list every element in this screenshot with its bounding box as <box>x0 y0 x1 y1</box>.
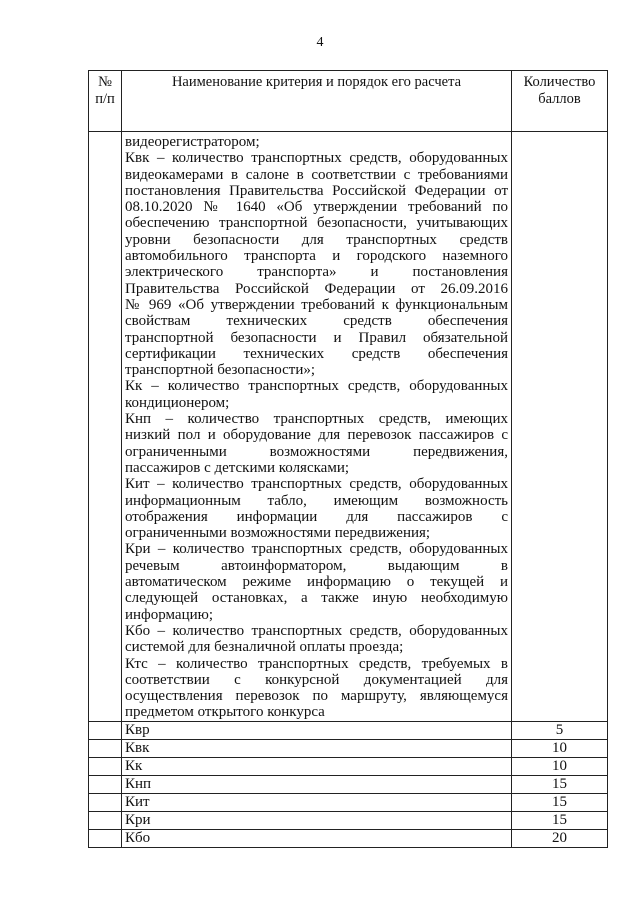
description-line: кондиционером; <box>125 394 230 411</box>
header-points-line-1: Количество <box>523 74 596 90</box>
description-line: транспортной безопасности и Правил обязательной <box>125 329 508 346</box>
description-line: 08.10.2020 № 1640 «Об утверждении требований по <box>125 199 508 216</box>
row-number-cell <box>89 793 122 811</box>
description-line: Кбо – количество транспортных средств, оборудованных <box>125 622 508 639</box>
table-row <box>89 793 608 811</box>
description-line: информационным табло, имеющим возможность <box>125 492 508 509</box>
description-line: Кри – количество транспортных средств, оборудованных <box>125 541 508 558</box>
header-criterion: Наименование критерия и порядок его расчета <box>122 71 512 132</box>
description-line: ограниченными возможностями передвижения, <box>125 443 508 460</box>
table-header-row <box>89 71 608 132</box>
description-row <box>89 132 608 722</box>
description-line: информацию; <box>125 606 214 623</box>
description-line: ограниченными возможностями передвижения; <box>125 525 431 542</box>
criterion-points: 5 <box>512 721 608 739</box>
header-number <box>89 71 122 132</box>
description-line: уровни безопасности для транспортных средств <box>125 231 508 248</box>
criterion-code: Кк <box>122 757 512 775</box>
table-row <box>89 757 608 775</box>
criterion-code: Кит <box>122 793 512 811</box>
description-line: обеспечению транспортной безопасности, учитывающих <box>125 215 508 232</box>
description-number-cell <box>89 132 122 722</box>
criterion-code: Квр <box>122 721 512 739</box>
header-points-line-2: баллов <box>538 91 581 107</box>
description-cell <box>122 132 512 722</box>
criterion-code: Кбо <box>122 829 512 847</box>
description-line: осуществления перевозок по маршруту, являющемуся <box>125 688 508 705</box>
table-row <box>89 829 608 847</box>
criterion-points: 15 <box>512 775 608 793</box>
header-number-line-1: № <box>98 74 112 90</box>
description-line: речевым автоинформатором, выдающим в <box>125 557 508 574</box>
criterion-code: Кри <box>122 811 512 829</box>
header-points <box>512 71 608 132</box>
criterion-points: 20 <box>512 829 608 847</box>
row-number-cell <box>89 757 122 775</box>
description-line: Правительства Российской Федерации от 26.09.2016 <box>125 280 508 297</box>
description-line: пассажиров с детскими колясками; <box>125 459 350 476</box>
description-line: Кит – количество транспортных средств, оборудованных <box>125 476 508 493</box>
row-number-cell <box>89 811 122 829</box>
criterion-points: 15 <box>512 793 608 811</box>
description-line: сертификации технических средств обеспечения <box>125 345 508 362</box>
criterion-points: 10 <box>512 757 608 775</box>
criterion-points: 10 <box>512 739 608 757</box>
description-line: электрического транспорта» и постановления <box>125 264 508 281</box>
description-line: свойствам технических средств обеспечения <box>125 313 508 330</box>
table-row <box>89 811 608 829</box>
page-number: 4 <box>316 35 324 50</box>
header-number-line-2: п/п <box>95 91 115 107</box>
criterion-points: 15 <box>512 811 608 829</box>
row-number-cell <box>89 775 122 793</box>
table-row <box>89 739 608 757</box>
description-line: автомобильного транспорта и городского наземного <box>125 248 508 265</box>
description-points-cell <box>512 132 608 722</box>
criteria-table <box>88 70 608 848</box>
description-line: видеорегистратором; <box>125 134 260 150</box>
criterion-code: Квк <box>122 739 512 757</box>
criterion-code: Кнп <box>122 775 512 793</box>
description-line: отображения информации для пассажиров с <box>125 508 508 525</box>
row-number-cell <box>89 739 122 757</box>
description-line: Кк – количество транспортных средств, оборудованных <box>125 378 508 395</box>
score-rows <box>89 721 608 847</box>
description-line: Квк – количество транспортных средств, оборудованных <box>125 150 508 167</box>
description-line: соответствии с конкурсной документацией для <box>125 671 508 688</box>
row-number-cell <box>89 721 122 739</box>
description-line: видеокамерами в салоне в соответствии с требованиями <box>125 166 508 183</box>
description-line: низкий пол и оборудование для перевозок пассажиров с <box>125 427 508 444</box>
description-line: транспортной безопасности»; <box>125 362 316 379</box>
table-row <box>89 775 608 793</box>
row-number-cell <box>89 829 122 847</box>
description-line: Кнп – количество транспортных средств, имеющих <box>125 411 508 428</box>
description-line: следующей остановках, а также иную необходимую <box>125 590 508 607</box>
description-line: автоматическом режиме информацию о текущей и <box>125 574 508 591</box>
description-line: постановления Правительства Российской Федерации от <box>125 182 508 199</box>
table-row <box>89 721 608 739</box>
description-line: системой для безналичной оплаты проезда; <box>125 639 404 656</box>
description-line: предметом открытого конкурса <box>125 704 325 721</box>
description-line: № 969 «Об утверждении требований к функциональным <box>125 296 508 313</box>
description-line: Ктс – количество транспортных средств, требуемых в <box>125 655 508 672</box>
